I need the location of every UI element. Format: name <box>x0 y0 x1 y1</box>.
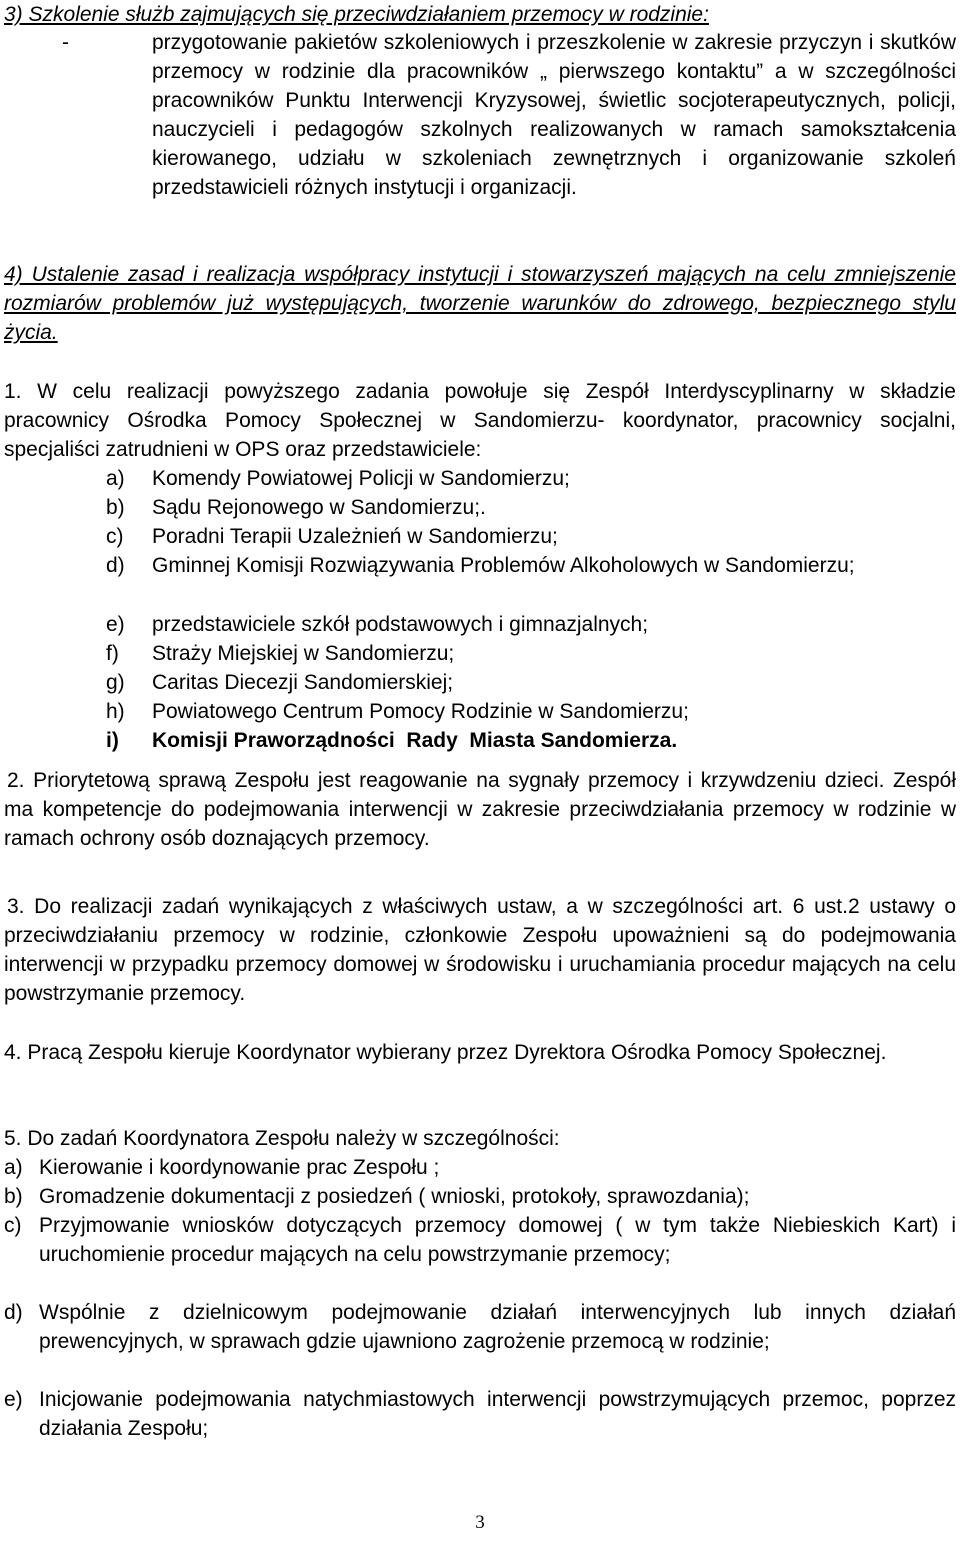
member-label: b) <box>106 496 125 519</box>
member-label: i) <box>106 729 119 752</box>
bullet-dash: - <box>62 31 69 54</box>
page-number: 3 <box>475 1512 485 1533</box>
point-3: 3. Do realizacji zadań wynikających z właściwych ustaw, a w szczególności art. 6 ust.2 ustawy o przeciwdziałaniu przemocy w rodzinie, członkowie Zespołu upoważnieni są do podejmowania interwencji w przypadku przemocy domowej w środowisku i uruchamiania procedur mających na celu powstrzymanie przemocy. <box>4 895 956 1005</box>
section3-bullet-text: przygotowanie pakietów szkoleniowych i przeszkolenie w zakresie przyczyn i skutków przemocy w rodzinie dla pracowników „ pierwszego kontaktu” a w szczególności pracowników Punktu Interwencji Kryzysowej, świetlic socjoterapeutycznych, policji, nauczycieli i pedagogów szkolnych realizowanych w ramach samokształcenia kierowanego, udziału w szkoleniach zewnętrznych i organizowanie szkoleń przedstawicieli różnych instytucji i organizacji. <box>152 31 956 199</box>
member-label: d) <box>106 554 125 577</box>
member-label: g) <box>106 671 125 694</box>
member-item-b <box>106 493 956 522</box>
duty-label: a) <box>4 1156 23 1179</box>
duty-label: e) <box>4 1388 23 1411</box>
duty-text: Gromadzenie dokumentacji z posiedzeń ( wnioski, protokoły, sprawozdania); <box>39 1185 750 1208</box>
duty-item-a <box>4 1153 956 1182</box>
member-label: e) <box>106 613 125 636</box>
duty-item-c <box>4 1211 956 1298</box>
point-1: 1. W celu realizacji powyższego zadania powołuje się Zespół Interdyscyplinarny w składzie pracownicy Ośrodka Pomocy Społecznej w Sandomierzu- koordynator, pracownicy socjalni, specjaliści zatrudnieni w OPS oraz przedstawiciele: <box>4 380 956 461</box>
member-text: Powiatowego Centrum Pomocy Rodzinie w Sandomierzu; <box>152 700 689 723</box>
member-item-g <box>106 668 956 697</box>
point-2: 2. Priorytetową sprawą Zespołu jest reagowanie na sygnały przemocy i krzywdzeniu dzieci. Zespół ma kompetencje do podejmowania interwencji w zakresie przeciwdziałania przemocy w rodzinie w ramach ochrony osób doznających przemocy. <box>4 769 956 850</box>
member-text: Caritas Diecezji Sandomierskiej; <box>152 671 454 694</box>
member-text: Sądu Rejonowego w Sandomierzu;. <box>152 496 486 519</box>
duty-label: b) <box>4 1185 23 1208</box>
duty-text: Wspólnie z dzielnicowym podejmowanie działań interwencyjnych lub innych działań prewencyjnych, w sprawach gdzie ujawniono zagrożenie przemocą w rodzinie; <box>39 1301 956 1353</box>
member-item-i <box>106 726 956 755</box>
member-label: f) <box>106 642 119 665</box>
member-item-f <box>106 639 956 668</box>
duty-text: Kierowanie i koordynowanie prac Zespołu ; <box>39 1156 440 1179</box>
member-label: c) <box>106 525 124 548</box>
member-label: h) <box>106 700 125 723</box>
member-text: Poradni Terapii Uzależnień w Sandomierzu; <box>152 525 558 548</box>
member-item-e <box>106 610 956 639</box>
member-text: Komendy Powiatowej Policji w Sandomierzu; <box>152 467 570 490</box>
duty-label: d) <box>4 1301 23 1324</box>
member-item-c <box>106 522 956 551</box>
member-label: a) <box>106 467 125 490</box>
point-4: 4. Pracą Zespołu kieruje Koordynator wybierany przez Dyrektora Ośrodka Pomocy Społecznej. <box>4 1041 887 1064</box>
member-item-d <box>106 551 956 609</box>
section4-heading: 4) Ustalenie zasad i realizacja współpracy instytucji i stowarzyszeń mających na celu zmniejszenie rozmiarów problemów już występujących, tworzenie warunków do zdrowego, bezpiecznego stylu życia. <box>4 263 956 344</box>
member-text: Gminnej Komisji Rozwiązywania Problemów Alkoholowych w Sandomierzu; <box>152 554 855 577</box>
member-item-h <box>106 697 956 726</box>
duty-item-b <box>4 1182 956 1211</box>
point-5: 5. Do zadań Koordynatora Zespołu należy w szczególności: <box>4 1127 560 1150</box>
member-item-a <box>106 464 956 493</box>
duty-text: Inicjowanie podejmowania natychmiastowych interwencji powstrzymujących przemoc, poprzez działania Zespołu; <box>39 1388 956 1440</box>
member-text: Straży Miejskiej w Sandomierzu; <box>152 642 455 665</box>
duty-label: c) <box>4 1214 22 1237</box>
member-text: Komisji Praworządności Rady Miasta Sandomierza. <box>152 729 678 752</box>
duty-text: Przyjmowanie wniosków dotyczących przemocy domowej ( w tym także Niebieskich Kart) i uruchomienie procedur mających na celu powstrzymanie przemocy; <box>39 1214 956 1266</box>
duty-item-e <box>4 1385 956 1443</box>
member-text: przedstawiciele szkół podstawowych i gimnazjalnych; <box>152 613 649 636</box>
duty-item-d <box>4 1298 956 1385</box>
section3-heading: 3) Szkolenie służb zajmujących się przeciwdziałaniem przemocy w rodzinie: <box>4 3 709 26</box>
